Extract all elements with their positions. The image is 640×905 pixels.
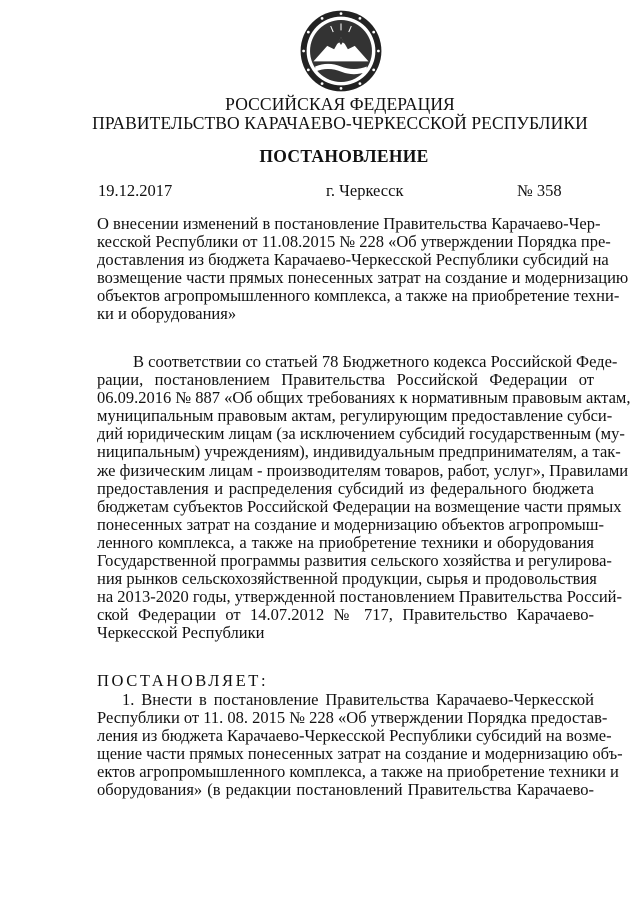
body-line: дий юридическим лицам (за исключением субсидий государственным (му- (97, 424, 625, 444)
title-line: ки и оборудования» (97, 304, 237, 324)
body-line: 06.09.2016 № 887 «Об общих требованиях к нормативным правовым актам, (97, 388, 631, 408)
item-line: 1. Внести в постановление Правительства Карачаево-Черкесской (122, 690, 594, 709)
header-country: РОССИЙСКАЯ ФЕДЕРАЦИЯ (225, 94, 455, 114)
title-line: кесской Республики от 11.08.2015 № 228 «Об утверждении Порядка пре- (97, 232, 611, 252)
document-number: № 358 (517, 181, 562, 200)
item-line: ектов агропромышленного комплекса, а также на приобретение техники и (97, 762, 619, 782)
document-type: ПОСТАНОВЛЕНИЕ (259, 146, 429, 166)
title-line: доставления из бюджета Карачаево-Черкесской Республики субсидий на (97, 250, 609, 270)
title-line: О внесении изменений в постановление Правительства Карачаево-Чер- (97, 214, 601, 233)
header-government: ПРАВИТЕЛЬСТВО КАРАЧАЕВО-ЧЕРКЕССКОЙ РЕСПУБЛИКИ (92, 113, 588, 133)
title-line: возмещение части прямых понесенных затрат на создание и модернизацию (97, 268, 629, 288)
item-line: ления из бюджета Карачаево-Черкесской Республики субсидий на возме- (97, 726, 612, 746)
body-line: Черкесской Республики (97, 623, 265, 643)
item-line: оборудования» (в редакции постановлений Правительства Карачаево- (97, 780, 594, 800)
body-line: ской Федерации от 14.07.2012 № 717, Правительство Карачаево- (97, 605, 594, 625)
document-title (97, 214, 629, 324)
document-date: 19.12.2017 (98, 181, 173, 200)
item-line: щение части прямых понесенных затрат на создание и модернизацию объ- (97, 744, 623, 764)
body-line: ниципальным) учреждениям), индивидуальным предпринимателям, а так- (97, 442, 621, 462)
body-line: рации, постановлением Правительства Российской Федерации от (97, 370, 594, 390)
item-line: Республики от 11. 08. 2015 № 228 «Об утверждении Порядка предостав- (97, 708, 608, 728)
item-1-paragraph (97, 690, 623, 800)
body-line: В соответствии со статьей 78 Бюджетного кодекса Российской Феде- (133, 352, 618, 371)
resolve-heading: ПОСТАНОВЛЯЕТ: (97, 671, 269, 690)
body-line: на 2013-2020 годы, утвержденной постановлением Правительства Россий- (97, 587, 622, 607)
body-line: Государственной программы развития сельского хозяйства и регулирова- (97, 551, 612, 571)
document-city: г. Черкесск (326, 181, 404, 200)
body-line: муниципальным правовым актам, регулирующим предоставление субси- (97, 406, 613, 426)
body-line: понесенных затрат на создание и модернизацию объектов агропромыш- (97, 514, 604, 534)
body-line: бюджетам субъектов Российской Федерации на возмещение части прямых (97, 496, 622, 516)
body-line: ленного комплекса, а также на приобретение техники и оборудования (97, 532, 594, 552)
body-line: же физическим лицам - производителям товаров, работ, услуг», Правилами (97, 460, 629, 480)
coat-of-arms-icon (298, 8, 384, 94)
body-line: предоставления и распределения субсидий из федерального бюджета (97, 478, 594, 498)
preamble-paragraph (97, 352, 631, 643)
body-line: ния рынков сельскохозяйственной продукции, сырья и продовольствия (97, 569, 597, 589)
title-line: объектов агропромышленного комплекса, а также на приобретение техни- (97, 286, 620, 306)
